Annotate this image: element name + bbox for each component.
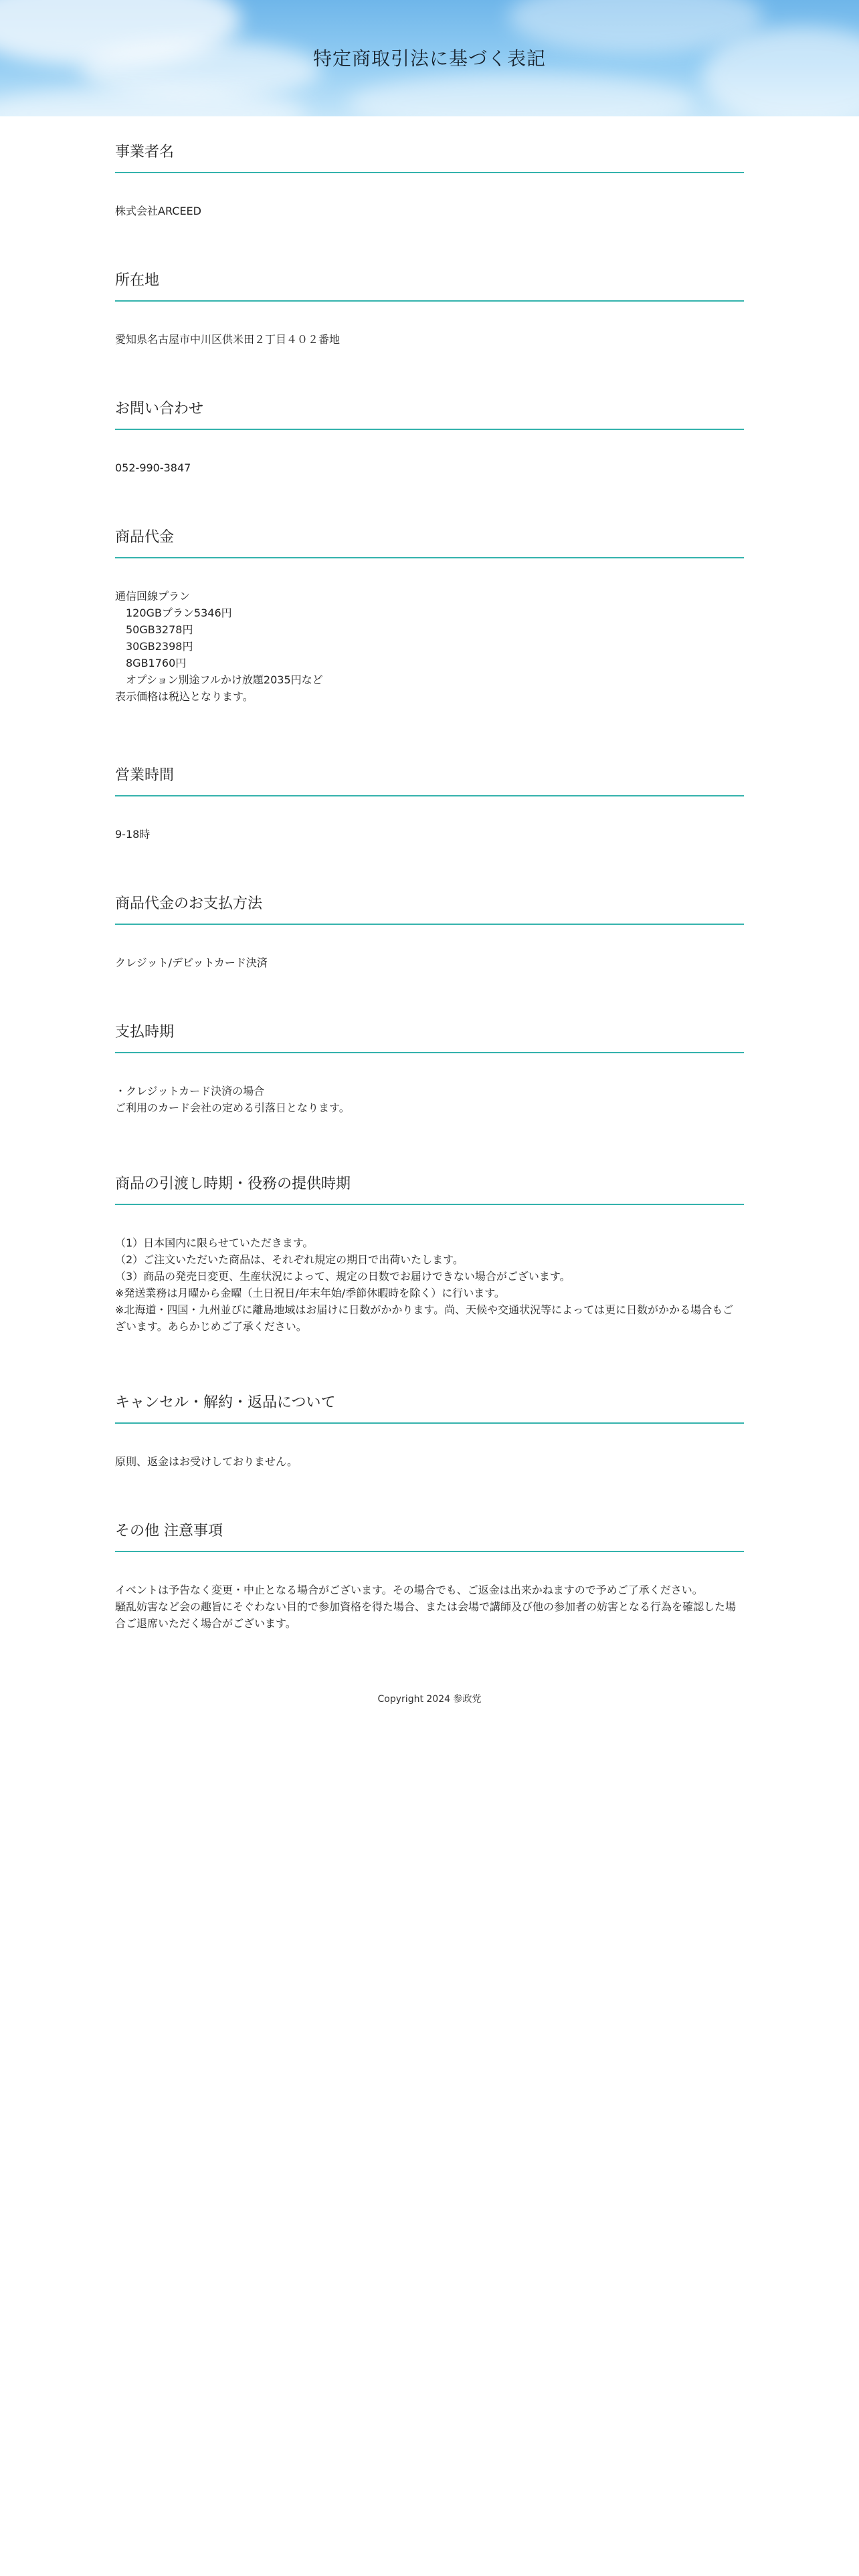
section-heading: 事業者名	[115, 140, 744, 173]
payment-method-text: クレジット/デビットカード決済	[115, 956, 268, 969]
section-body	[115, 826, 744, 843]
section-heading: 支払時期	[115, 1021, 744, 1053]
payment-timing-line: ・クレジットカード決済の場合	[115, 1085, 265, 1097]
page-title: 特定商取引法に基づく表記	[312, 47, 546, 70]
price-line: 50GB3278円	[126, 623, 193, 636]
section-cancel	[115, 1391, 744, 1470]
delivery-line: （2）ご注文いただいた商品は、それぞれ規定の期日で出荷いたします。	[115, 1253, 464, 1266]
section-body	[115, 203, 744, 219]
delivery-line: ※北海道・四国・九州並びに離島地域はお届けに日数がかかります。尚、天候や交通状況等によっては更に日数がかかる場合もございます。あらかじめご了承ください。	[115, 1303, 734, 1333]
section-heading: 営業時間	[115, 764, 744, 796]
section-body	[115, 1582, 744, 1632]
section-business-name	[115, 140, 744, 219]
section-body	[115, 588, 744, 705]
footer	[0, 1692, 859, 1705]
price-line: 8GB1760円	[126, 657, 187, 669]
phone-number: 052-990-3847	[115, 461, 191, 474]
section-body	[115, 1083, 744, 1116]
section-payment-method	[115, 892, 744, 971]
hero-banner	[0, 0, 859, 116]
section-heading: その他 注意事項	[115, 1519, 744, 1552]
notes-line: イベントは予告なく変更・中止となる場合がございます。その場合でも、ご返金は出来かねますので予めご了承ください。	[115, 1584, 703, 1596]
price-line: 120GBプラン5346円	[126, 607, 232, 619]
section-body	[115, 954, 744, 971]
cancel-text: 原則、返金はお受けしておりません。	[115, 1455, 298, 1468]
delivery-line: （1）日本国内に限らせていただきます。	[115, 1237, 314, 1249]
hours-text: 9-18時	[115, 828, 151, 841]
address-text: 愛知県名古屋市中川区供米田２丁目４０２番地	[115, 333, 341, 346]
section-body	[115, 1235, 744, 1335]
delivery-line: （3）商品の発売日変更、生産状況によって、規定の日数でお届けできない場合がございます。	[115, 1270, 571, 1283]
section-body	[115, 1453, 744, 1470]
copyright-text: Copyright 2024 参政党	[377, 1694, 482, 1705]
section-heading: 所在地	[115, 269, 744, 302]
price-line: 表示価格は税込となります。	[115, 690, 254, 703]
section-heading: 商品代金	[115, 526, 744, 558]
section-price	[115, 526, 744, 705]
section-address	[115, 269, 744, 348]
section-hours	[115, 764, 744, 843]
business-name-text: 株式会社ARCEED	[115, 205, 201, 217]
section-heading: 商品代金のお支払方法	[115, 892, 744, 925]
section-delivery	[115, 1172, 744, 1335]
section-heading: お問い合わせ	[115, 397, 744, 430]
section-contact	[115, 397, 744, 476]
notes-line: 騒乱妨害など会の趣旨にそぐわない目的で参加資格を得た場合、または会場で講師及び他の参加者の妨害となる行為を確認した場合ご退席いただく場合がございます。	[115, 1600, 737, 1630]
section-payment-timing	[115, 1021, 744, 1116]
section-body	[115, 459, 744, 476]
cloud-decoration	[348, 74, 696, 116]
price-line: オプション別途フルかけ放題2035円など	[126, 673, 323, 686]
section-heading: 商品の引渡し時期・役務の提供時期	[115, 1172, 744, 1205]
price-line: 通信回線プラン	[115, 590, 191, 603]
delivery-line: ※発送業務は月曜から金曜（土日祝日/年末年始/季節休暇時を除く）に行います。	[115, 1287, 505, 1299]
section-notes	[115, 1519, 744, 1632]
section-body	[115, 331, 744, 348]
section-heading: キャンセル・解約・返品について	[115, 1391, 744, 1424]
payment-timing-line: ご利用のカード会社の定める引落日となります。	[115, 1101, 350, 1114]
price-line: 30GB2398円	[126, 640, 193, 653]
main-content	[115, 116, 744, 1632]
